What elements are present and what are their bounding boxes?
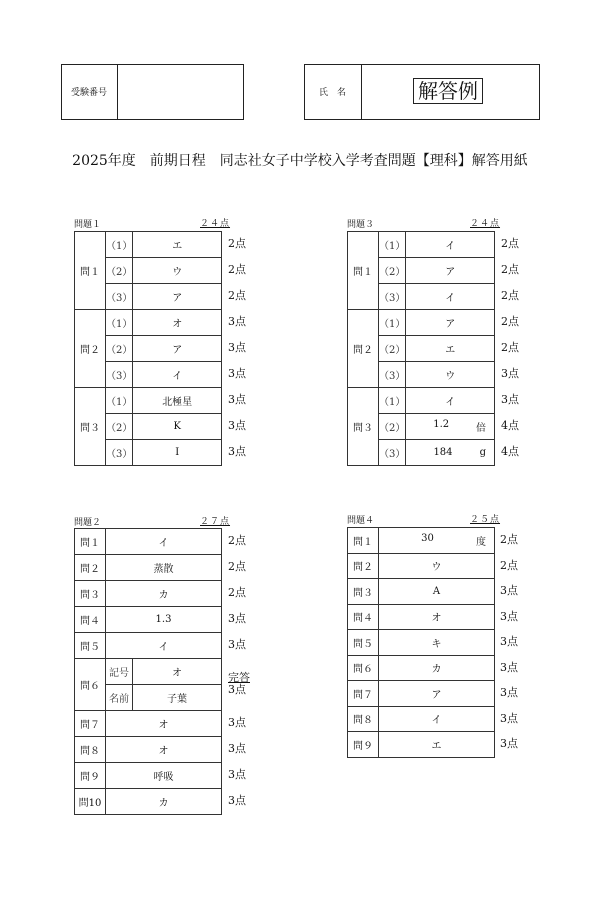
- answer-cell: [406, 388, 495, 414]
- points-label: 3点: [228, 393, 246, 406]
- answer-value: 30: [421, 532, 434, 544]
- sub-question-label: （2）: [379, 414, 406, 440]
- answer-value: ウ: [445, 371, 456, 382]
- answer-cell: オ: [106, 737, 222, 763]
- answer-cell: カ: [106, 581, 222, 607]
- question-label: 問４: [348, 604, 379, 630]
- answer-value: 184: [433, 447, 453, 458]
- table-row: [75, 607, 222, 633]
- answer-value: 北極星: [162, 397, 193, 408]
- question-label: 問９: [75, 763, 106, 789]
- sub-question-label: （3）: [106, 284, 133, 310]
- answer-value: ア: [445, 267, 456, 278]
- points-label: 3点: [228, 612, 246, 625]
- answer-unit: g: [479, 447, 486, 458]
- answer-cell: オ: [133, 659, 222, 685]
- symbol-label: 記号: [106, 659, 133, 685]
- answer-unit: 度: [476, 536, 486, 548]
- answer-value: エ: [431, 740, 442, 752]
- points-label: 2点: [501, 289, 519, 302]
- answer-cell: [379, 732, 495, 758]
- points-label: 2点: [501, 341, 519, 354]
- question-label: 問１: [75, 232, 106, 310]
- question-label: 問８: [75, 737, 106, 763]
- table-row: [348, 681, 495, 707]
- question-label: 問２: [348, 553, 379, 579]
- question-label: 問５: [75, 633, 106, 659]
- sub-question-label: （2）: [106, 336, 133, 362]
- exam-number-box: [61, 64, 244, 120]
- table-row: [348, 310, 495, 336]
- section1-title: 問題１: [74, 220, 102, 230]
- table-row: [348, 528, 495, 554]
- answer-cell: [406, 232, 495, 258]
- section4-title: 問題４: [347, 516, 375, 526]
- answer-value: キ: [431, 638, 442, 650]
- points-label: 4点: [501, 419, 519, 432]
- points-label: 3点: [228, 794, 246, 807]
- points-label: 3点: [228, 683, 246, 696]
- points-label: 3点: [500, 686, 518, 699]
- answer-value: オ: [172, 319, 183, 330]
- answer-cell: [133, 310, 222, 336]
- section4-table: [347, 527, 495, 758]
- answer-value: エ: [172, 241, 183, 252]
- section1-points: ２４点: [200, 219, 231, 229]
- answer-value: イ: [431, 715, 442, 727]
- section3-title: 問題３: [347, 220, 375, 230]
- complete-answer-note: 完答: [228, 671, 250, 684]
- answer-cell: [379, 604, 495, 630]
- answer-cell: [133, 388, 222, 414]
- question-label: 問３: [75, 581, 106, 607]
- points-label: 4点: [501, 445, 519, 458]
- section2-points: ２７点: [200, 517, 231, 527]
- sub-question-label: （3）: [106, 440, 133, 466]
- table-row: [75, 388, 222, 414]
- answer-cell: [133, 336, 222, 362]
- points-label: 2点: [501, 315, 519, 328]
- section2-title: 問題２: [74, 518, 102, 528]
- table-row: [348, 553, 495, 579]
- table-row: [348, 604, 495, 630]
- question-label: 問３: [348, 579, 379, 605]
- points-label: 2点: [500, 533, 518, 546]
- points-label: 3点: [228, 419, 246, 432]
- table-row: [75, 581, 222, 607]
- points-label: 3点: [501, 393, 519, 406]
- answer-value: ウ: [431, 562, 442, 574]
- answer-cell: イ: [106, 529, 222, 555]
- question-label: 問６: [348, 655, 379, 681]
- answer-cell: [133, 362, 222, 388]
- table-row: [348, 630, 495, 656]
- answer-value: イ: [445, 241, 456, 252]
- answer-cell: [133, 284, 222, 310]
- points-label: 3点: [500, 711, 518, 725]
- points-label: 3点: [228, 341, 246, 354]
- points-label: 2点: [228, 237, 246, 250]
- table-row: [348, 732, 495, 758]
- question-label: 問４: [75, 607, 106, 633]
- answer-cell: [379, 630, 495, 656]
- answer-cell: [133, 258, 222, 284]
- answer-value: オ: [431, 613, 442, 625]
- table-row: [75, 633, 222, 659]
- answer-value: ア: [172, 293, 183, 304]
- name-label: 氏 名: [319, 88, 347, 98]
- question-label: 問３: [348, 388, 379, 466]
- question-label: 問３: [75, 388, 106, 466]
- sub-question-label: （1）: [106, 388, 133, 414]
- answer-cell: [379, 553, 495, 579]
- question-label: 問２: [348, 310, 379, 388]
- table-row: [75, 737, 222, 763]
- answer-unit: 倍: [476, 423, 486, 434]
- question-label: 問２: [75, 555, 106, 581]
- answer-cell: 呼吸: [106, 763, 222, 789]
- table-row: [348, 655, 495, 681]
- answer-cell: [379, 528, 495, 554]
- question-label: 問６: [75, 659, 106, 711]
- answer-cell: 1.3: [106, 607, 222, 633]
- table-row: [75, 232, 222, 258]
- sub-question-label: （2）: [379, 258, 406, 284]
- answer-value: ア: [445, 319, 456, 330]
- points-label: 3点: [228, 315, 246, 328]
- table-row: [75, 789, 222, 815]
- points-label: 2点: [228, 534, 246, 547]
- question-label: 問８: [348, 706, 379, 732]
- section1-table: [74, 231, 222, 466]
- question-label: 問２: [75, 310, 106, 388]
- table-row: [75, 711, 222, 737]
- answer-cell: オ: [106, 711, 222, 737]
- table-row: [348, 579, 495, 605]
- points-label: 3点: [228, 445, 246, 458]
- points-label: 2点: [501, 263, 519, 276]
- table-row: [348, 706, 495, 732]
- sub-question-label: （1）: [106, 232, 133, 258]
- answer-cell: カ: [106, 789, 222, 815]
- answer-cell: [133, 440, 222, 466]
- points-label: 2点: [228, 560, 246, 573]
- points-label: 2点: [500, 558, 518, 572]
- points-label: 3点: [228, 716, 246, 729]
- points-label: 3点: [500, 584, 518, 597]
- table-row: [75, 555, 222, 581]
- table-row: [348, 388, 495, 414]
- table-row: [348, 232, 495, 258]
- question-label: 問９: [348, 732, 379, 758]
- points-label: 3点: [228, 768, 246, 781]
- points-label: 3点: [500, 660, 518, 674]
- question-label: 問１: [348, 528, 379, 554]
- answer-value: ア: [431, 689, 442, 701]
- points-label: 3点: [500, 737, 518, 750]
- answer-value: イ: [172, 371, 183, 382]
- answer-value: イ: [445, 293, 456, 304]
- section3-table: [347, 231, 495, 466]
- answer-cell: 子葉: [133, 685, 222, 711]
- answer-cell: [406, 414, 495, 440]
- answer-cell: イ: [106, 633, 222, 659]
- answer-value: ウ: [172, 267, 183, 278]
- answer-cell: 蒸散: [106, 555, 222, 581]
- sub-question-label: （2）: [106, 414, 133, 440]
- points-label: 2点: [228, 289, 246, 302]
- table-row: [75, 763, 222, 789]
- answer-value: I: [175, 447, 180, 458]
- section2-table: [74, 528, 222, 815]
- question-label: 問10: [75, 789, 106, 815]
- answer-cell: [379, 655, 495, 681]
- points-label: 3点: [228, 742, 246, 755]
- answer-cell: [379, 706, 495, 732]
- answer-value: イ: [445, 397, 456, 408]
- points-label: 2点: [228, 586, 246, 599]
- sub-question-label: （3）: [379, 362, 406, 388]
- sub-question-label: （3）: [106, 362, 133, 388]
- answer-cell: [406, 258, 495, 284]
- page-title: 2025年度 前期日程 同志社女子中学校入学考査問題【理科】解答用紙: [72, 153, 528, 169]
- answer-cell: [406, 310, 495, 336]
- points-label: 2点: [228, 263, 246, 276]
- table-row: [75, 529, 222, 555]
- answer-cell: [406, 362, 495, 388]
- question-label: 問１: [75, 529, 106, 555]
- sub-question-label: （1）: [106, 310, 133, 336]
- exam-number-label: 受験番号: [71, 88, 108, 98]
- answer-value: ア: [172, 345, 183, 356]
- answer-cell: [379, 681, 495, 707]
- answer-value: カ: [431, 664, 442, 676]
- answer-value: K: [173, 421, 181, 432]
- sub-question-label: （1）: [379, 232, 406, 258]
- points-label: 3点: [228, 638, 246, 651]
- question-label: 問７: [75, 711, 106, 737]
- sub-question-label: （2）: [106, 258, 133, 284]
- question-label: 問７: [348, 681, 379, 707]
- answer-value: エ: [445, 345, 456, 356]
- answer-value: A: [432, 585, 441, 597]
- answer-cell: [406, 440, 495, 466]
- sub-question-label: （2）: [379, 336, 406, 362]
- table-row: [75, 310, 222, 336]
- points-label: 3点: [500, 635, 518, 648]
- answer-example-stamp: 解答例: [413, 78, 483, 104]
- answer-value: 1.2: [433, 419, 450, 430]
- answer-cell: [133, 232, 222, 258]
- sub-question-label: （3）: [379, 284, 406, 310]
- question-label: 問１: [348, 232, 379, 310]
- answer-cell: [133, 414, 222, 440]
- answer-cell: [406, 284, 495, 310]
- points-label: 3点: [228, 367, 246, 380]
- points-label: 3点: [500, 609, 518, 623]
- sub-question-label: （3）: [379, 440, 406, 466]
- question-label: 問５: [348, 630, 379, 656]
- sub-question-label: （1）: [379, 310, 406, 336]
- table-row: [75, 659, 222, 685]
- points-label: 2点: [501, 237, 519, 250]
- name-label: 名前: [106, 685, 133, 711]
- section3-points: ２４点: [470, 219, 501, 229]
- section4-points: ２５点: [470, 515, 501, 525]
- sub-question-label: （1）: [379, 388, 406, 414]
- points-label: 3点: [501, 367, 519, 380]
- answer-cell: [379, 579, 495, 605]
- answer-cell: [406, 336, 495, 362]
- name-box: [304, 64, 540, 120]
